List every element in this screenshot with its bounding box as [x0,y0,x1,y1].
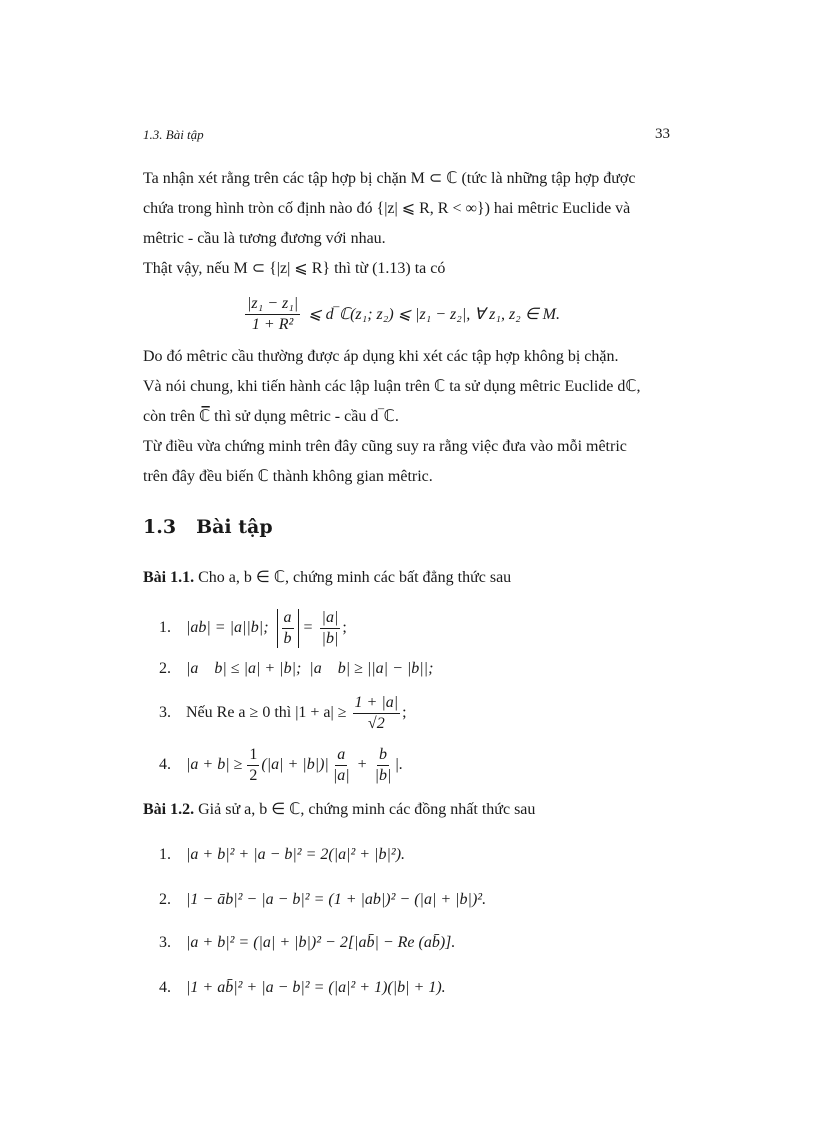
item-number: 1. [159,846,171,863]
fraction-denominator: |a| [332,766,350,784]
intro-paragraph [143,164,673,284]
item-expression: (|a| + |b|)| [261,756,329,773]
exercise-2-heading [143,799,535,819]
fraction-denominator: |b| [321,629,339,647]
fraction-numerator: a [282,609,294,629]
item-expression: |a + b|² + |a − b|² = 2(|a|² + |b|²). [186,846,406,863]
intro-line-1: Ta nhận xét rằng trên các tập hợp bị chặn M ⊂ ℂ (tức là những tập hợp được [143,170,636,187]
fraction-numerator: |z₁ − z₁| [245,295,300,315]
after-line-2: Và nói chung, khi tiến hành các lập luận trên ℂ ta sử dụng mêtric Euclide dℂ, [143,378,641,395]
running-header-section: 1.3. Bài tập [143,127,204,142]
display-equation-1 [243,289,560,339]
exercise-2-item-4 [159,979,446,997]
equals-sign: = [303,619,313,636]
exercise-1-heading [143,567,511,587]
fraction [353,694,401,733]
item-number: 1. [159,619,171,636]
fraction [373,746,394,785]
page-number: 33 [655,126,670,142]
item-expression: |ab| = |a||b|; [186,619,269,636]
punctuation: |. [395,756,403,773]
abs-frac-group [277,609,299,648]
fraction [320,609,341,648]
fraction-numerator: |a| [320,609,341,629]
item-expression: |a b| ≤ |a| + |b|; |a b| ≥ ||a| − |b||; [186,660,434,677]
fraction-numerator: 1 + |a| [353,694,401,714]
item-number: 4. [159,756,171,773]
exercise-2-item-2 [159,891,486,909]
after-line-1: Do đó mêtric cầu thường được áp dụng khi xét các tập hợp không bị chặn. [143,348,619,365]
intro-line-2: chứa trong hình tròn cố định nào đó {|z| ⩽ R, R < ∞}) hai mêtric Euclide và [143,200,631,217]
after-line-4: Từ điều vừa chứng minh trên đây cũng suy ra rằng việc đưa vào mỗi mêtric [143,438,627,455]
item-number: 3. [159,934,171,951]
exercise-2-text: Giả sử a, b ∈ ℂ, chứng minh các đồng nhất thức sau [198,801,536,818]
fraction [282,609,294,648]
exercise-2-item-1 [159,846,405,864]
punctuation: ; [342,619,347,636]
exercise-1-item-4 [159,744,403,786]
exercise-2-item-3 [159,934,455,952]
exercise-1-item-2 [159,657,433,681]
punctuation: ; [402,704,407,721]
section-title: Bài tập [196,516,273,538]
fraction-denominator: 1 + R² [251,315,294,333]
item-expression: |a + b|² = (|a| + |b|)² − 2[|ab̄| − Re (ab̄)]. [186,934,456,951]
exercise-1-label: Bài 1.1. [143,569,195,586]
section-heading [143,516,273,538]
fraction-denominator: √2 [367,714,385,732]
item-number: 3. [159,704,171,721]
exercise-1-item-3 [159,690,407,736]
fraction-denominator: |b| [374,766,392,784]
item-expression: |a + b| ≥ [186,756,243,773]
exercise-1-text: Cho a, b ∈ ℂ, chứng minh các bất đẳng thức sau [198,569,512,586]
intro-line-4: Thật vậy, nếu M ⊂ {|z| ⩽ R} thì từ (1.13) ta có [143,260,446,277]
fraction [247,746,259,785]
intro-line-3: mêtric - cầu là tương đương với nhau. [143,230,386,247]
item-number: 4. [159,979,171,996]
item-number: 2. [159,660,171,677]
item-expression: |1 + ab̄|² + |a − b|² = (|a|² + 1)(|b| + 1). [186,979,446,996]
after-paragraph [143,342,673,492]
item-number: 2. [159,891,171,908]
exercise-2-label: Bài 1.2. [143,801,195,818]
plus-sign: + [357,756,367,773]
section-number: 1.3 [143,516,177,538]
fraction-numerator: a [335,746,347,766]
fraction [331,746,352,785]
fraction-denominator: b [283,629,292,647]
exercise-1-item-1 [159,608,347,648]
fraction-numerator: b [377,746,389,766]
after-line-5: trên đây đều biến ℂ thành không gian mêtric. [143,468,433,485]
item-expression: |1 − āb|² − |a − b|² = (1 + |ab|)² − (|a| + |b|)². [186,891,487,908]
fraction-numerator: 1 [247,746,259,766]
item-expression: Nếu Re a ≥ 0 thì |1 + a| ≥ [186,704,347,721]
equation-fraction [245,295,300,334]
fraction-denominator: 2 [249,766,258,784]
after-line-3: còn trên ℂ̅ thì sử dụng mêtric - cầu d‾ℂ. [143,408,399,425]
equation-rest: ⩽ d‾ℂ(z₁; z₂) ⩽ |z₁ − z₂|, ∀ z₁, z₂ ∈ M. [308,306,561,323]
